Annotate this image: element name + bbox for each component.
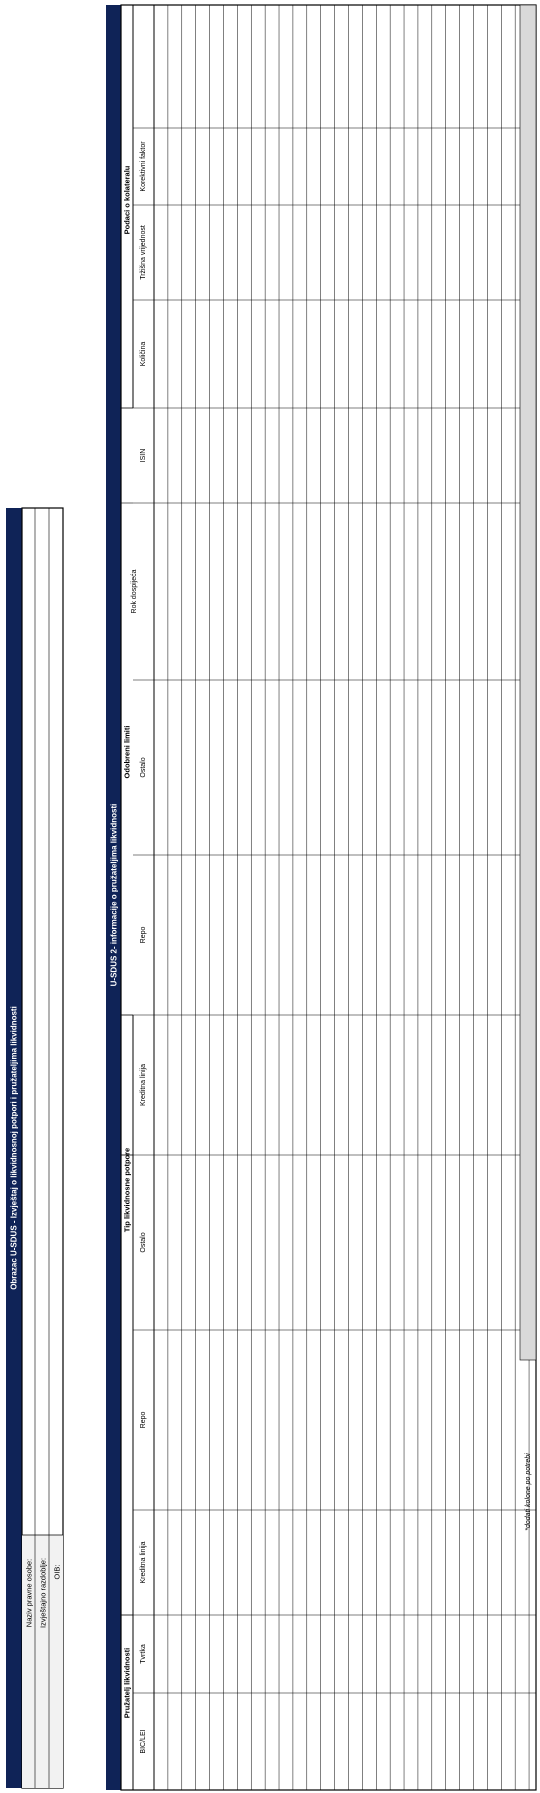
field-label-oib: OIB: (52, 1564, 62, 1580)
column-header: Tržišna vrijednost (140, 225, 147, 280)
column-header: Ostalo (140, 1232, 147, 1253)
field-label-legal-name: Naziv pravne osobe: (24, 1558, 34, 1628)
group-providers: Pružatelj likvidnosti (122, 1647, 132, 1719)
add-columns-note: *dodati kolone po potrebi (525, 1453, 532, 1531)
group-support-type: Tip likvidnosne potpore (122, 1147, 132, 1233)
table-body (121, 5, 536, 1790)
column-header: Repo (140, 1411, 147, 1429)
column-header: Korektivni faktor (140, 141, 147, 192)
group-collateral: Podaci o kolateralu (122, 165, 132, 235)
table-title: U-SDUS 2- informacije o pružateljima likvidnosti (109, 803, 119, 987)
group-approved-limits: Odobreni limiti (122, 725, 132, 779)
column-header: Tvrtka (140, 1644, 147, 1664)
form-title: Obrazac U-SDUS - Izvještaj o likvidnosnoj potpori i pružateljima likvidnosti (9, 1006, 19, 1290)
column-header: Kreditna linija (140, 1063, 147, 1107)
column-header: Ostalo (140, 757, 147, 778)
liquidity-providers-table (106, 5, 536, 1790)
column-header: Repo (140, 926, 147, 944)
column-header: Količina (140, 341, 147, 367)
field-label-period: Izvještajno razdoblje: (38, 1557, 48, 1629)
form-header-table (6, 508, 63, 1788)
note-cell (520, 5, 536, 1360)
column-header: Kreditna linija (140, 1541, 147, 1584)
column-header: BIC/LEI (140, 1729, 147, 1754)
column-header: Rok dospijeća (131, 569, 138, 614)
column-header: ISIN (140, 448, 147, 463)
